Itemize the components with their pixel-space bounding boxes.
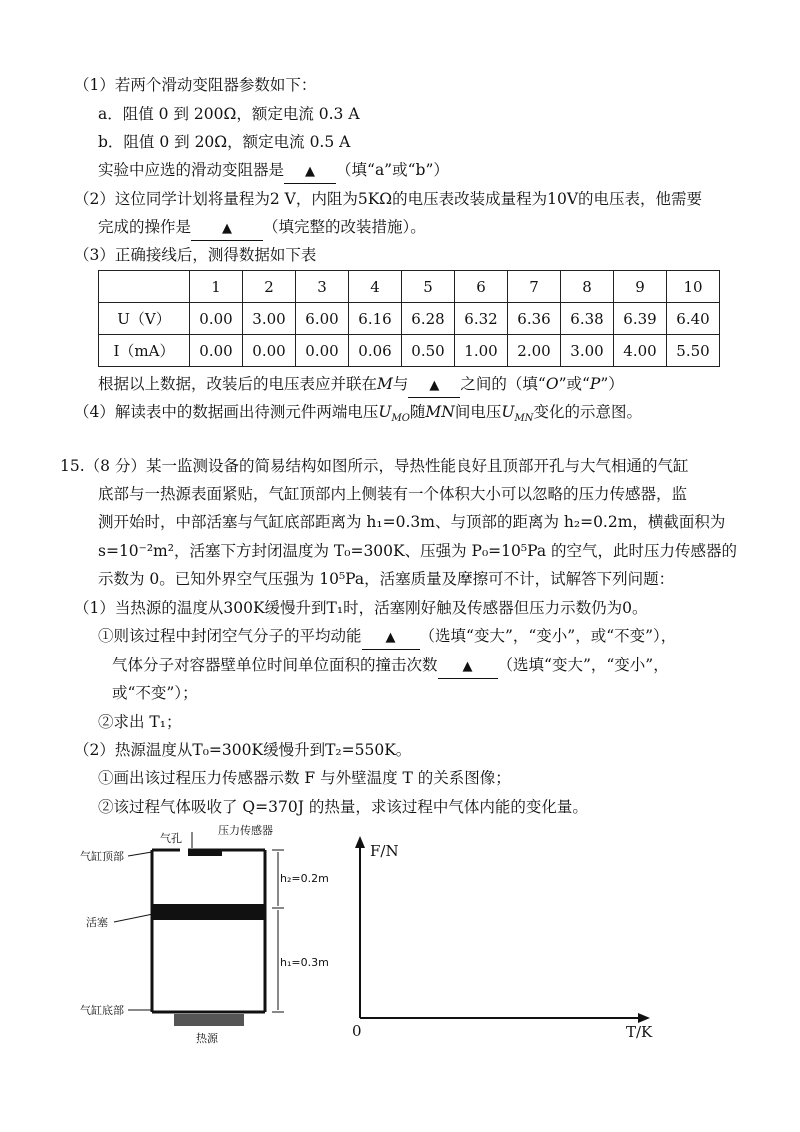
sensor-label: 压力传感器 — [218, 824, 273, 837]
table-cell: 6 — [455, 271, 508, 303]
conclusion-post: 之间的（填“ — [460, 375, 546, 393]
table-header-row — [99, 271, 720, 303]
q15-line2: 底部与一热源表面紧贴，气缸顶部内上侧装有一个体积大小可以忽略的压力传感器，监 — [98, 485, 688, 503]
u-mn: U — [501, 403, 515, 421]
conclusion-mid: 与 — [392, 375, 409, 393]
x-axis-label: T/K — [626, 1023, 653, 1041]
choose-text-post: （填“a”或“b”） — [336, 161, 449, 179]
y-axis-arrow-icon — [355, 836, 365, 848]
q14-part2-line1: （2）这位同学计划将量程为2 V，内阻为5KΩ的电压表改装成量程为10V的电压表，他需要 — [74, 190, 703, 208]
table-cell: I（mA） — [99, 335, 190, 367]
answer-blank: ▲ — [284, 161, 336, 184]
q14-option-b: b．阻值 0 到 20Ω，额定电流 0.5 A — [98, 133, 351, 151]
x-axis-arrow-icon — [638, 1013, 650, 1023]
hole-label: 气孔 — [160, 832, 182, 845]
top-label: 气缸顶部 — [80, 850, 124, 863]
conclusion-pre: 根据以上数据，改装后的电压表应并联在 — [98, 375, 378, 393]
bottom-label: 气缸底部 — [80, 1004, 124, 1017]
q15-part2a: ①画出该过程压力传感器示数 F 与外壁温度 T 的关系图像； — [98, 769, 511, 787]
q15-line3: 测开始时，中部活塞与气缸底部距离为 h₁=0.3m、与顶部的距离为 h₂=0.2m，横截面积为 — [98, 513, 726, 531]
q15-line4: s=10⁻²m²，活塞下方封闭温度为 T₀=300K、压强为 P₀=10⁵Pa 的空气，此时压力传感器的 — [98, 542, 737, 560]
table-row-current — [99, 335, 720, 367]
table-cell: 3 — [296, 271, 349, 303]
table-cell: 6.16 — [349, 303, 402, 335]
option-p: P — [589, 375, 601, 393]
table-cell: 0.00 — [190, 303, 243, 335]
answer-blank: ▲ — [438, 656, 498, 679]
table-cell: 6.32 — [455, 303, 508, 335]
table-cell: 0.00 — [296, 335, 349, 367]
heat-label: 热源 — [196, 1032, 218, 1045]
table-cell: 5 — [402, 271, 455, 303]
q15-part1a — [98, 625, 676, 650]
f-t-graph — [340, 832, 670, 1042]
part4-mid2: 间电压 — [454, 403, 502, 421]
q15-part1d: ②求出 T₁； — [98, 713, 182, 731]
table-cell: 3.00 — [561, 335, 614, 367]
part1b-pre: 气体分子对容器壁单位时间单位面积的撞击次数 — [112, 656, 438, 674]
answer-blank: ▲ — [362, 627, 420, 650]
q14-part3-intro: （3）正确接线后，测得数据如下表 — [74, 246, 317, 264]
table-cell: 4.00 — [614, 335, 667, 367]
q14-part1-question — [98, 159, 449, 184]
origin-label: 0 — [352, 1022, 362, 1040]
piston — [153, 904, 264, 920]
u-mo-sub: MO — [391, 413, 410, 425]
q14-part4 — [74, 401, 642, 430]
table-cell: 5.50 — [667, 335, 720, 367]
table-cell: 7 — [508, 271, 561, 303]
table-cell: 6.00 — [296, 303, 349, 335]
table-cell: 6.38 — [561, 303, 614, 335]
top-pointer — [128, 852, 152, 856]
part4-post: 变化的示意图。 — [533, 403, 642, 421]
table-cell: 6.40 — [667, 303, 720, 335]
part2-text-pre: 完成的操作是 — [98, 218, 192, 236]
q15-part1b — [112, 654, 669, 679]
part1a-pre: ①则该过程中封闭空气分子的平均动能 — [98, 627, 362, 645]
table-cell — [99, 271, 190, 303]
q15-line5: 示数为 0。已知外界空气压强为 10⁵Pa，活塞质量及摩擦可不计，试解答下列问题： — [98, 570, 675, 588]
data-table — [98, 270, 720, 367]
heat-source — [174, 1014, 244, 1026]
pressure-sensor — [188, 851, 222, 856]
q14-part1-intro: （1）若两个滑动变阻器参数如下： — [74, 76, 317, 94]
table-cell: 8 — [561, 271, 614, 303]
table-row-voltage — [99, 303, 720, 335]
point-m: M — [377, 375, 393, 393]
q14-part2-line2 — [98, 216, 426, 241]
table-cell: 9 — [614, 271, 667, 303]
answer-blank: ▲ — [408, 375, 460, 398]
table-cell: 2.00 — [508, 335, 561, 367]
q15-part2b: ②该过程气体吸收了 Q=370J 的热量，求该过程中气体内能的变化量。 — [98, 798, 588, 816]
table-cell: 6.36 — [508, 303, 561, 335]
table-cell: 1 — [190, 271, 243, 303]
answer-blank: ▲ — [191, 218, 263, 241]
part1a-post: （选填“变大”，“变小”，或“不变”）， — [419, 627, 677, 645]
part2-text-post: （填完整的改装措施）。 — [263, 218, 426, 236]
q15-part2: （2）热源温度从T₀=300K缓慢升到T₂=550K。 — [74, 741, 412, 759]
table-cell: 3.00 — [243, 303, 296, 335]
q15-part1c: 或“不变”）； — [112, 684, 198, 702]
piston-pointer — [114, 914, 153, 922]
option-o: O — [545, 375, 559, 393]
q15-part1: （1）当热源的温度从300K缓慢升到T₁时，活塞刚好触及传感器但压力示数仍为0。 — [74, 599, 648, 617]
part4-pre: （4）解读表中的数据画出待测元件两端电压 — [74, 403, 379, 421]
table-cell: 0.50 — [402, 335, 455, 367]
mn-label: MN — [425, 403, 455, 421]
q14-part3-conclusion — [98, 373, 624, 398]
table-cell: 2 — [243, 271, 296, 303]
cylinder-diagram — [80, 818, 329, 1048]
y-axis-label: F/N — [370, 842, 399, 860]
q14-option-a: a．阻值 0 到 200Ω，额定电流 0.3 A — [98, 105, 360, 123]
option-separator: ”或“ — [558, 375, 590, 393]
h1-label: h₁=0.3m — [280, 956, 329, 969]
piston-label: 活塞 — [86, 916, 108, 929]
part1b-post: （选填“变大”，“变小”， — [497, 656, 669, 674]
table-cell: 6.28 — [402, 303, 455, 335]
table-cell: 0.00 — [243, 335, 296, 367]
option-end: ”） — [600, 375, 624, 393]
q15-line1: 15.（8 分）某一监测设备的简易结构如图所示，导热性能良好且顶部开孔与大气相通的气缸 — [60, 457, 689, 475]
u-mo: U — [378, 403, 392, 421]
choose-text-pre: 实验中应选的滑动变阻器是 — [98, 161, 285, 179]
h2-label: h₂=0.2m — [280, 872, 329, 885]
table-cell: 1.00 — [455, 335, 508, 367]
table-cell: 0.06 — [349, 335, 402, 367]
table-cell: U（V） — [99, 303, 190, 335]
part4-mid: 随 — [409, 403, 426, 421]
table-cell: 6.39 — [614, 303, 667, 335]
table-cell: 10 — [667, 271, 720, 303]
table-cell: 0.00 — [190, 335, 243, 367]
table-cell: 4 — [349, 271, 402, 303]
u-mn-sub: MN — [514, 413, 534, 425]
